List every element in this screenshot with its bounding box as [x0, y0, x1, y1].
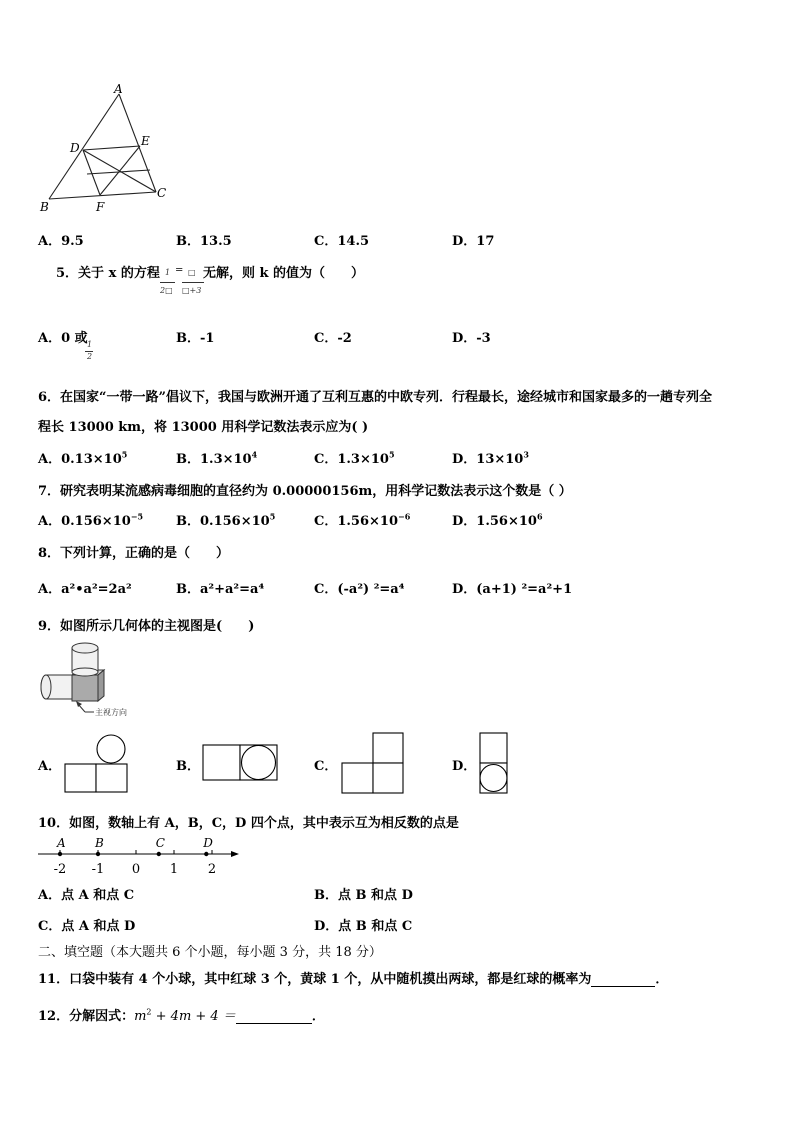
q7-option-d[interactable]: D．$1.56\times 10^6$	[452, 511, 543, 529]
number-line	[36, 834, 246, 878]
q10-stem: 10．如图，数轴上有 A，B，C，D 四个点，其中表示互为相反数的点是	[38, 816, 459, 831]
tick-label: 0	[131, 862, 141, 877]
q8-option-c[interactable]: C．(-a²) ²=a⁴	[314, 582, 405, 597]
solid-figure	[38, 638, 143, 720]
q9-stem: 9．如图所示几何体的主视图是( )	[38, 619, 255, 634]
q5-frac2-line	[182, 282, 204, 283]
q10-option-c[interactable]: C．点 A 和点 D	[38, 919, 136, 934]
q9-option-d-label[interactable]: D．	[452, 759, 477, 774]
q7-option-a[interactable]: A．$0.156\times 10^{-5}$	[38, 511, 144, 529]
q6-option-c[interactable]: C．$1.3\times 10^5$	[314, 449, 395, 467]
point-b	[96, 852, 100, 856]
q5-stem-end: 无解，则 k 的值为（ ）	[203, 266, 365, 281]
q5-option-a-frac-num: 1	[87, 340, 93, 349]
triangle-figure	[36, 84, 176, 216]
q5-frac1-line	[160, 282, 175, 283]
tick-label: 1	[169, 862, 179, 877]
q12-answer-blank[interactable]	[236, 1009, 312, 1024]
q8-stem: 8．下列计算，正确的是（ ）	[38, 546, 230, 561]
q10-option-d[interactable]: D．点 B 和点 C	[314, 919, 413, 934]
q9-option-c-label[interactable]: C．	[314, 759, 338, 774]
label-F: F	[96, 200, 105, 214]
q4-option-a[interactable]: A．9.5	[38, 234, 84, 249]
tick-label: -1	[91, 862, 105, 877]
q11-answer-blank[interactable]	[591, 972, 655, 987]
label-A: A	[114, 84, 123, 96]
q5-frac1-den: 2□	[160, 286, 173, 295]
point-label-d: D	[203, 836, 213, 850]
q8-option-d[interactable]: D．(a+1) ²=a²+1	[452, 582, 573, 597]
q6-stem-line2: 程长 13000 km，将 13000 用科学记数法表示应为( )	[38, 420, 369, 435]
q7-option-c[interactable]: C．$1.56\times 10^{-6}$	[314, 511, 411, 529]
point-d	[204, 852, 208, 856]
tick-label: -2	[53, 862, 67, 877]
point-label-c: C	[155, 836, 165, 850]
q5-option-a-frac-den: 2	[87, 352, 93, 361]
q5-frac1-num: 1	[165, 268, 171, 277]
q9-option-d-figure[interactable]	[479, 732, 509, 794]
q5-frac2-num: □	[188, 268, 196, 277]
q10-option-a[interactable]: A．点 A 和点 C	[38, 888, 135, 903]
q9-option-a-label[interactable]: A．	[38, 759, 62, 774]
q8-option-a[interactable]: A．a²•a²=2a²	[38, 582, 132, 597]
q5-equals: =	[175, 265, 184, 276]
q9-option-a-figure[interactable]	[64, 733, 128, 793]
q4-option-b[interactable]: B．13.5	[176, 234, 232, 249]
q6-option-a[interactable]: A．$0.13\times 10^5$	[38, 449, 128, 467]
q12-expr-rest: + 4m + 4 ＝	[151, 1009, 236, 1024]
q8-option-b[interactable]: B．a²+a²=a⁴	[176, 582, 265, 597]
q5-option-d[interactable]: D．-3	[452, 331, 491, 346]
q12-stem: 12．分解因式：$m^2 + 4m + 4$ ＝ ．	[38, 1007, 325, 1024]
q9-option-b-label[interactable]: B．	[176, 759, 200, 774]
q12-expr-sup: 2	[146, 1007, 152, 1017]
q7-stem: 7．研究表明某流感病毒细胞的直径约为 0.00000156m，用科学记数法表示这个数是（ ）	[38, 484, 572, 499]
tick-label: 2	[207, 862, 217, 877]
q6-stem-line1: 6．在国家“一带一路”倡议下，我国与欧洲开通了互利互惠的中欧专列．行程最长，途经城市和国家最多的一趟专列全	[38, 390, 713, 405]
q10-option-b[interactable]: B．点 B 和点 D	[314, 888, 413, 903]
q6-option-b[interactable]: B．$1.3\times 10^4$	[176, 449, 258, 467]
label-E: E	[141, 134, 150, 148]
q4-option-c[interactable]: C．14.5	[314, 234, 370, 249]
q6-option-d[interactable]: D．$13\times 10^3$	[452, 449, 529, 467]
label-D: D	[70, 141, 80, 155]
q9-option-b-figure[interactable]	[202, 744, 278, 782]
q7-option-b[interactable]: B．$0.156\times 10^5$	[176, 511, 276, 529]
q11-stem: 11．口袋中装有 4 个小球，其中红球 3 个，黄球 1 个，从中随机摸出两球，都是红球的概率为 ．	[38, 972, 669, 987]
q4-option-d[interactable]: D．17	[452, 234, 495, 249]
point-label-b: B	[95, 836, 104, 850]
q5-stem-start: 5．关于 x 的方程	[56, 266, 160, 281]
point-label-a: A	[57, 836, 66, 850]
q5-option-c[interactable]: C．-2	[314, 331, 352, 346]
point-c	[157, 852, 161, 856]
view-direction-label: 主视方向	[95, 708, 127, 717]
q5-option-a[interactable]: A．0 或	[38, 331, 88, 346]
point-a	[58, 852, 62, 856]
section-title-fill-in: 二、填空题（本大题共 6 个小题，每小题 3 分，共 18 分）	[38, 945, 382, 960]
q5-option-b[interactable]: B．-1	[176, 331, 215, 346]
label-C: C	[157, 186, 167, 200]
q9-option-c-figure[interactable]	[341, 732, 405, 794]
q5-frac2-den: □+3	[182, 286, 202, 295]
label-B: B	[40, 200, 49, 214]
q12-expr-m: m	[134, 1009, 147, 1024]
